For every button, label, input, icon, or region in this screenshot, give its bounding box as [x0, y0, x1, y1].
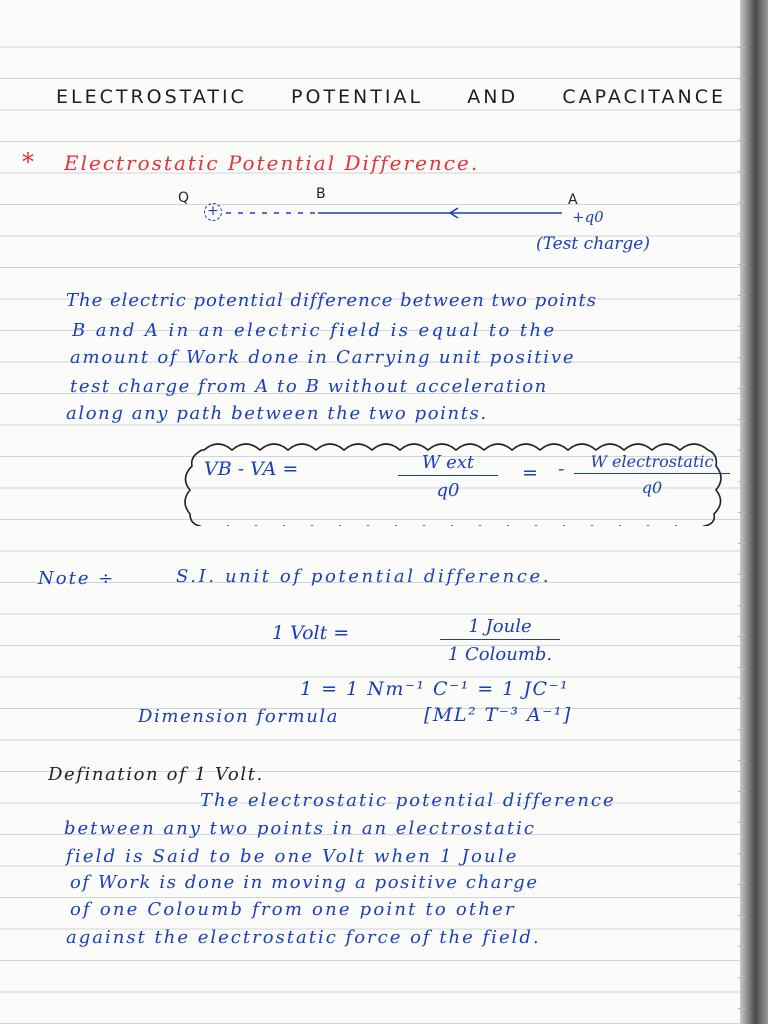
definition-heading: Defination of 1 Volt. — [48, 764, 264, 785]
volt-lhs: 1 Volt = — [272, 622, 350, 644]
title-word-3: AND — [467, 86, 519, 108]
margin-tick — [738, 543, 746, 544]
margin-tick — [738, 791, 746, 792]
test-charge-note: (Test charge) — [536, 234, 650, 254]
margin-tick — [738, 233, 746, 234]
margin-tick — [738, 1008, 746, 1009]
definition-line: of Work is done in moving a positive charge — [70, 872, 539, 893]
margin-tick — [738, 450, 746, 451]
fraction-volt-num: 1 Joule — [440, 616, 560, 640]
title-word-2: POTENTIAL — [291, 86, 424, 108]
page-title — [56, 86, 726, 108]
margin-tick — [738, 667, 746, 668]
margin-tick — [738, 419, 746, 420]
equation-lhs: VB - VA = — [204, 458, 299, 480]
fraction-work-electrostatic-num: W electrostatic — [574, 452, 730, 474]
units-line: 1 = 1 Nm⁻¹ C⁻¹ = 1 JC⁻¹ — [300, 678, 570, 700]
margin-tick — [738, 822, 746, 823]
fraction-volt — [440, 616, 560, 665]
paragraph1-line: along any path between the two points. — [66, 403, 488, 424]
paragraph1-line: The electric potential difference between two points — [66, 290, 597, 311]
margin-tick — [738, 357, 746, 358]
paragraph1-line: test charge from A to B without acceleration — [70, 376, 548, 397]
margin-tick — [738, 202, 746, 203]
margin-tick — [738, 760, 746, 761]
source-charge-label: Q — [178, 190, 190, 206]
fraction-volt-den: 1 Coloumb. — [447, 644, 553, 665]
fraction-work-ext-num: W ext — [398, 452, 498, 476]
margin-tick — [738, 512, 746, 513]
margin-tick — [738, 171, 746, 172]
paragraph1-line: amount of Work done in Carrying unit positive — [70, 347, 576, 368]
definition-line: field is Said to be one Volt when 1 Joule — [66, 846, 519, 867]
margin-tick — [738, 140, 746, 141]
margin-tick — [738, 481, 746, 482]
fraction-work-ext-den: q0 — [436, 480, 460, 501]
fraction-work-electrostatic-den: q0 — [641, 478, 663, 497]
margin-tick — [738, 109, 746, 110]
fraction-work-ext — [398, 452, 498, 501]
margin-tick — [738, 636, 746, 637]
equation-equals: = — [522, 462, 538, 484]
paragraph1-line: B and A in an electric field is equal to the — [72, 320, 557, 341]
fraction-work-electrostatic — [574, 452, 730, 497]
definition-line: of one Coloumb from one point to other — [70, 899, 516, 920]
margin-tick — [738, 326, 746, 327]
note-text: S.I. unit of potential difference. — [176, 566, 552, 587]
title-word-1: ELECTROSTATIC — [56, 86, 247, 108]
note-label: Note ÷ — [38, 568, 116, 589]
title-word-4: CAPACITANCE — [562, 86, 726, 108]
margin-tick — [738, 729, 746, 730]
section-heading-text: Electrostatic Potential Difference. — [64, 151, 480, 175]
margin-tick — [738, 295, 746, 296]
margin-tick — [738, 698, 746, 699]
test-charge-label: +q0 — [572, 208, 604, 226]
asterisk-icon: * — [22, 148, 36, 176]
equation-minus: - — [558, 458, 565, 480]
dimension-value: [ML² T⁻³ A⁻¹] — [424, 704, 572, 726]
definition-line: The electrostatic potential difference — [200, 790, 616, 811]
point-b-label: B — [316, 186, 326, 202]
margin-tick — [738, 915, 746, 916]
margin-tick — [738, 388, 746, 389]
margin-tick — [738, 47, 746, 48]
point-a-label: A — [568, 192, 578, 208]
section-heading — [22, 148, 479, 176]
margin-tick — [738, 574, 746, 575]
definition-line: between any two points in an electrostatic — [64, 818, 536, 839]
margin-tick — [738, 264, 746, 265]
margin-tick — [738, 78, 746, 79]
margin-tick — [738, 946, 746, 947]
margin-tick — [738, 977, 746, 978]
margin-tick — [738, 884, 746, 885]
source-charge-circle: + — [204, 203, 222, 221]
margin-tick — [738, 853, 746, 854]
margin-tick — [738, 605, 746, 606]
dimension-label: Dimension formula — [138, 706, 340, 727]
charge-path-line — [222, 204, 572, 224]
definition-line: against the electrostatic force of the field. — [66, 927, 541, 948]
